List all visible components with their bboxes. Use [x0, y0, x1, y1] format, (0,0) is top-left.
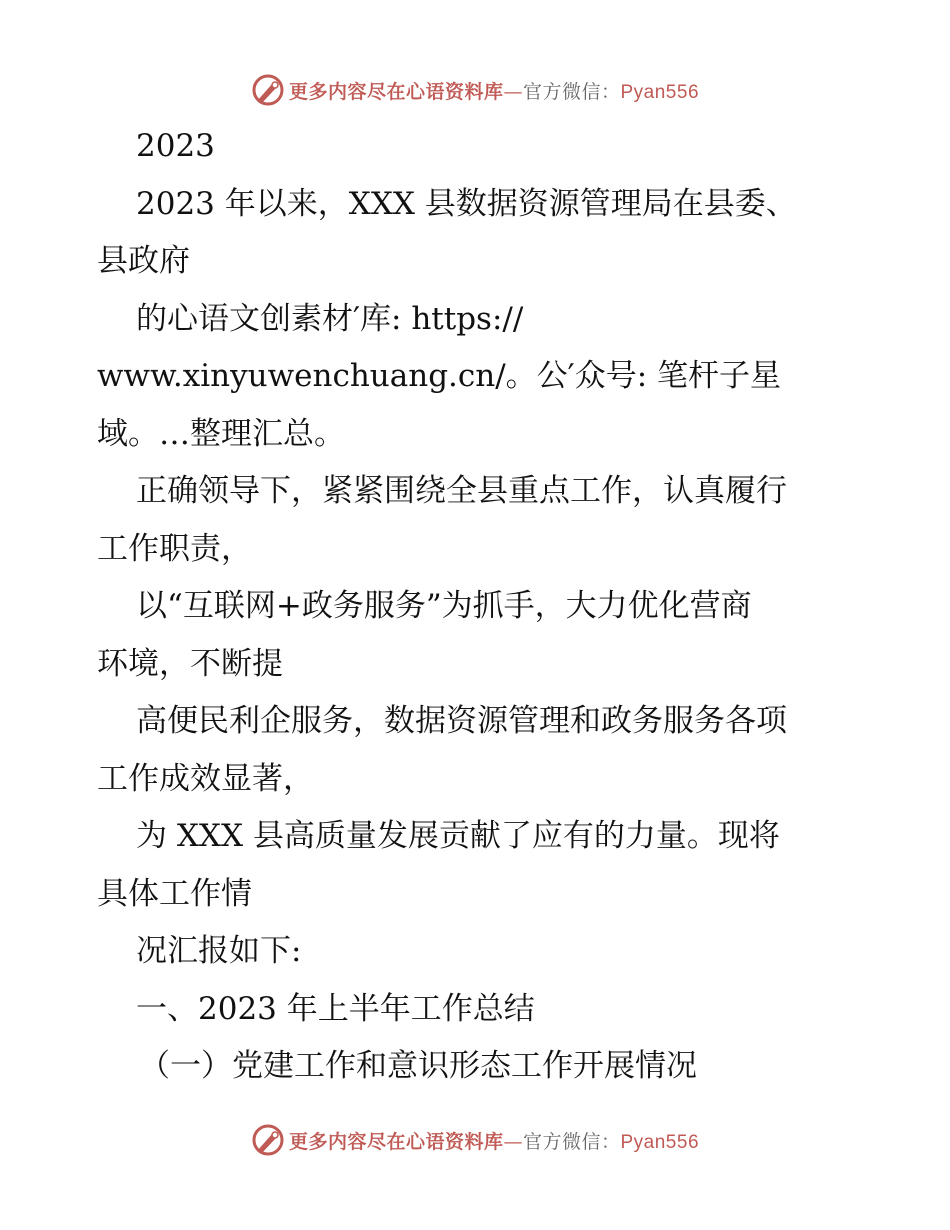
header-banner-main: 更多内容尽在心语资料库 [288, 80, 504, 103]
doc-line: www.xinyuwenchuang.cn/。公′众号: 笔杆子星 [97, 358, 782, 394]
doc-line: 为 XXX 县高质量发展贡献了应有的力量。现将 [136, 818, 780, 854]
document-body [97, 118, 857, 1096]
header-banner-wechat-label: 官方微信： [522, 80, 621, 103]
doc-line: 高便民利企服务，数据资源管理和政务服务各项 [136, 703, 787, 739]
header-banner-text [289, 77, 699, 104]
doc-line: 正确领导下，紧紧围绕全县重点工作，认真履行 [136, 473, 787, 509]
footer-banner-wechat-label: 官方微信： [522, 1130, 621, 1153]
section-heading: 一、2023 年上半年工作总结 [136, 990, 535, 1027]
footer-banner-wechat-id: Pyan556 [620, 1131, 700, 1153]
doc-line: 县政府 [97, 243, 190, 279]
footer-banner-separator: — [503, 1130, 523, 1153]
pen-logo-icon [251, 1123, 285, 1157]
footer-banner-text [289, 1127, 699, 1154]
doc-line: 工作职责， [97, 530, 252, 567]
footer-banner-main: 更多内容尽在心语资料库 [288, 1130, 504, 1153]
doc-line: 的心语文创素材′库: https:// [136, 300, 524, 337]
pen-logo-icon [251, 73, 285, 107]
doc-line: 以“互联网+政务服务”为抓手，大力优化营商 [136, 588, 752, 624]
doc-line: 环境，不断提 [97, 645, 283, 682]
doc-line: 工作成效显著， [97, 760, 314, 797]
doc-line: 2023 年以来，XXX 县数据资源管理局在县委、 [136, 185, 797, 222]
subsection-heading: （一）党建工作和意识形态工作开展情况 [139, 1048, 697, 1084]
doc-line: 域。…整理汇总。 [97, 415, 345, 452]
doc-line: 况汇报如下: [136, 933, 302, 969]
header-banner-separator: — [503, 80, 523, 103]
doc-line: 具体工作情 [97, 875, 252, 912]
header-watermark-banner [0, 70, 950, 110]
footer-watermark-banner [0, 1120, 950, 1160]
doc-line: 2023 [136, 128, 215, 164]
header-banner-wechat-id: Pyan556 [620, 81, 700, 103]
